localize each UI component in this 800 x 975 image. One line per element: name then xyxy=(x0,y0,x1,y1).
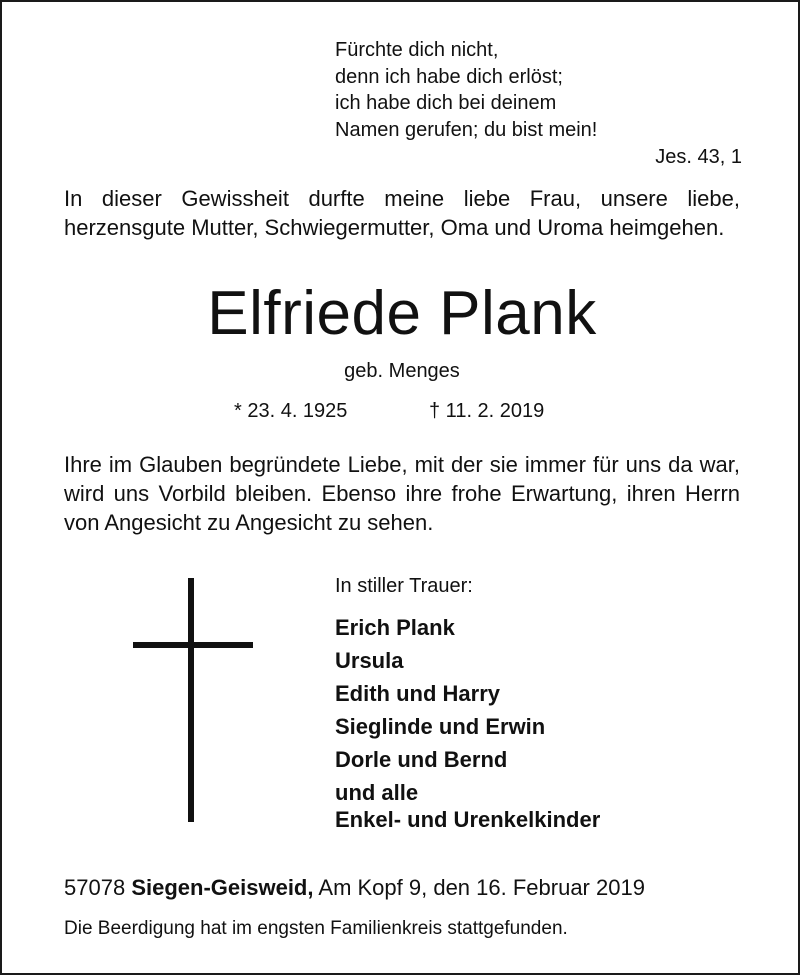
cross-icon xyxy=(188,578,194,822)
mourner-name: Ursula xyxy=(335,648,404,673)
verse-line: Fürchte dich nicht, xyxy=(335,39,499,61)
mourner-closing-line: Enkel- und Urenkelkinder xyxy=(335,807,601,832)
intro-text: In dieser Gewissheit durfte meine liebe Frau, unsere liebe, herzensgute Mutter, Schwiegermutter, Oma und Uroma heimgehen. xyxy=(64,186,740,240)
verse-reference: Jes. 43, 1 xyxy=(655,146,742,168)
mourner-name: Dorle und Bernd xyxy=(335,747,508,772)
mourning-label: In stiller Trauer: xyxy=(335,575,473,597)
verse-line: denn ich habe dich erlöst; xyxy=(335,65,563,88)
bible-verse xyxy=(335,37,597,143)
maiden-name: geb. Menges xyxy=(344,360,460,382)
mourners-list xyxy=(335,611,600,833)
address-date: Am Kopf 9, den 16. Februar 2019 xyxy=(318,875,645,900)
verse-line: ich habe dich bei deinem xyxy=(335,92,557,114)
mourner-name: Erich Plank xyxy=(335,615,455,640)
cross-icon-crossbar xyxy=(133,642,253,648)
city: Siegen-Geisweid, xyxy=(131,875,314,900)
mourner-closing-line: und alle xyxy=(335,780,419,805)
mourner-closing xyxy=(335,779,600,833)
deceased-name: Elfriede Plank xyxy=(207,279,597,348)
mourner-name: Sieglinde und Erwin xyxy=(335,714,546,739)
mourner-name: Edith und Harry xyxy=(335,681,501,706)
verse-line: Namen gerufen; du bist mein! xyxy=(335,118,598,141)
tribute-text: Ihre im Glauben begründete Liebe, mit der sie immer für uns da war, wird uns Vorbild bleiben. Ebenso ihre frohe Erwartung, ihren Herrn von Angesicht zu Angesicht zu sehen. xyxy=(64,452,740,535)
death-date: † 11. 2. 2019 xyxy=(429,400,545,422)
burial-note: Die Beerdigung hat im engsten Familienkreis stattgefunden. xyxy=(64,918,568,939)
birth-date: * 23. 4. 1925 xyxy=(234,400,348,422)
postcode: 57078 xyxy=(64,875,126,900)
signature-line xyxy=(64,874,645,902)
